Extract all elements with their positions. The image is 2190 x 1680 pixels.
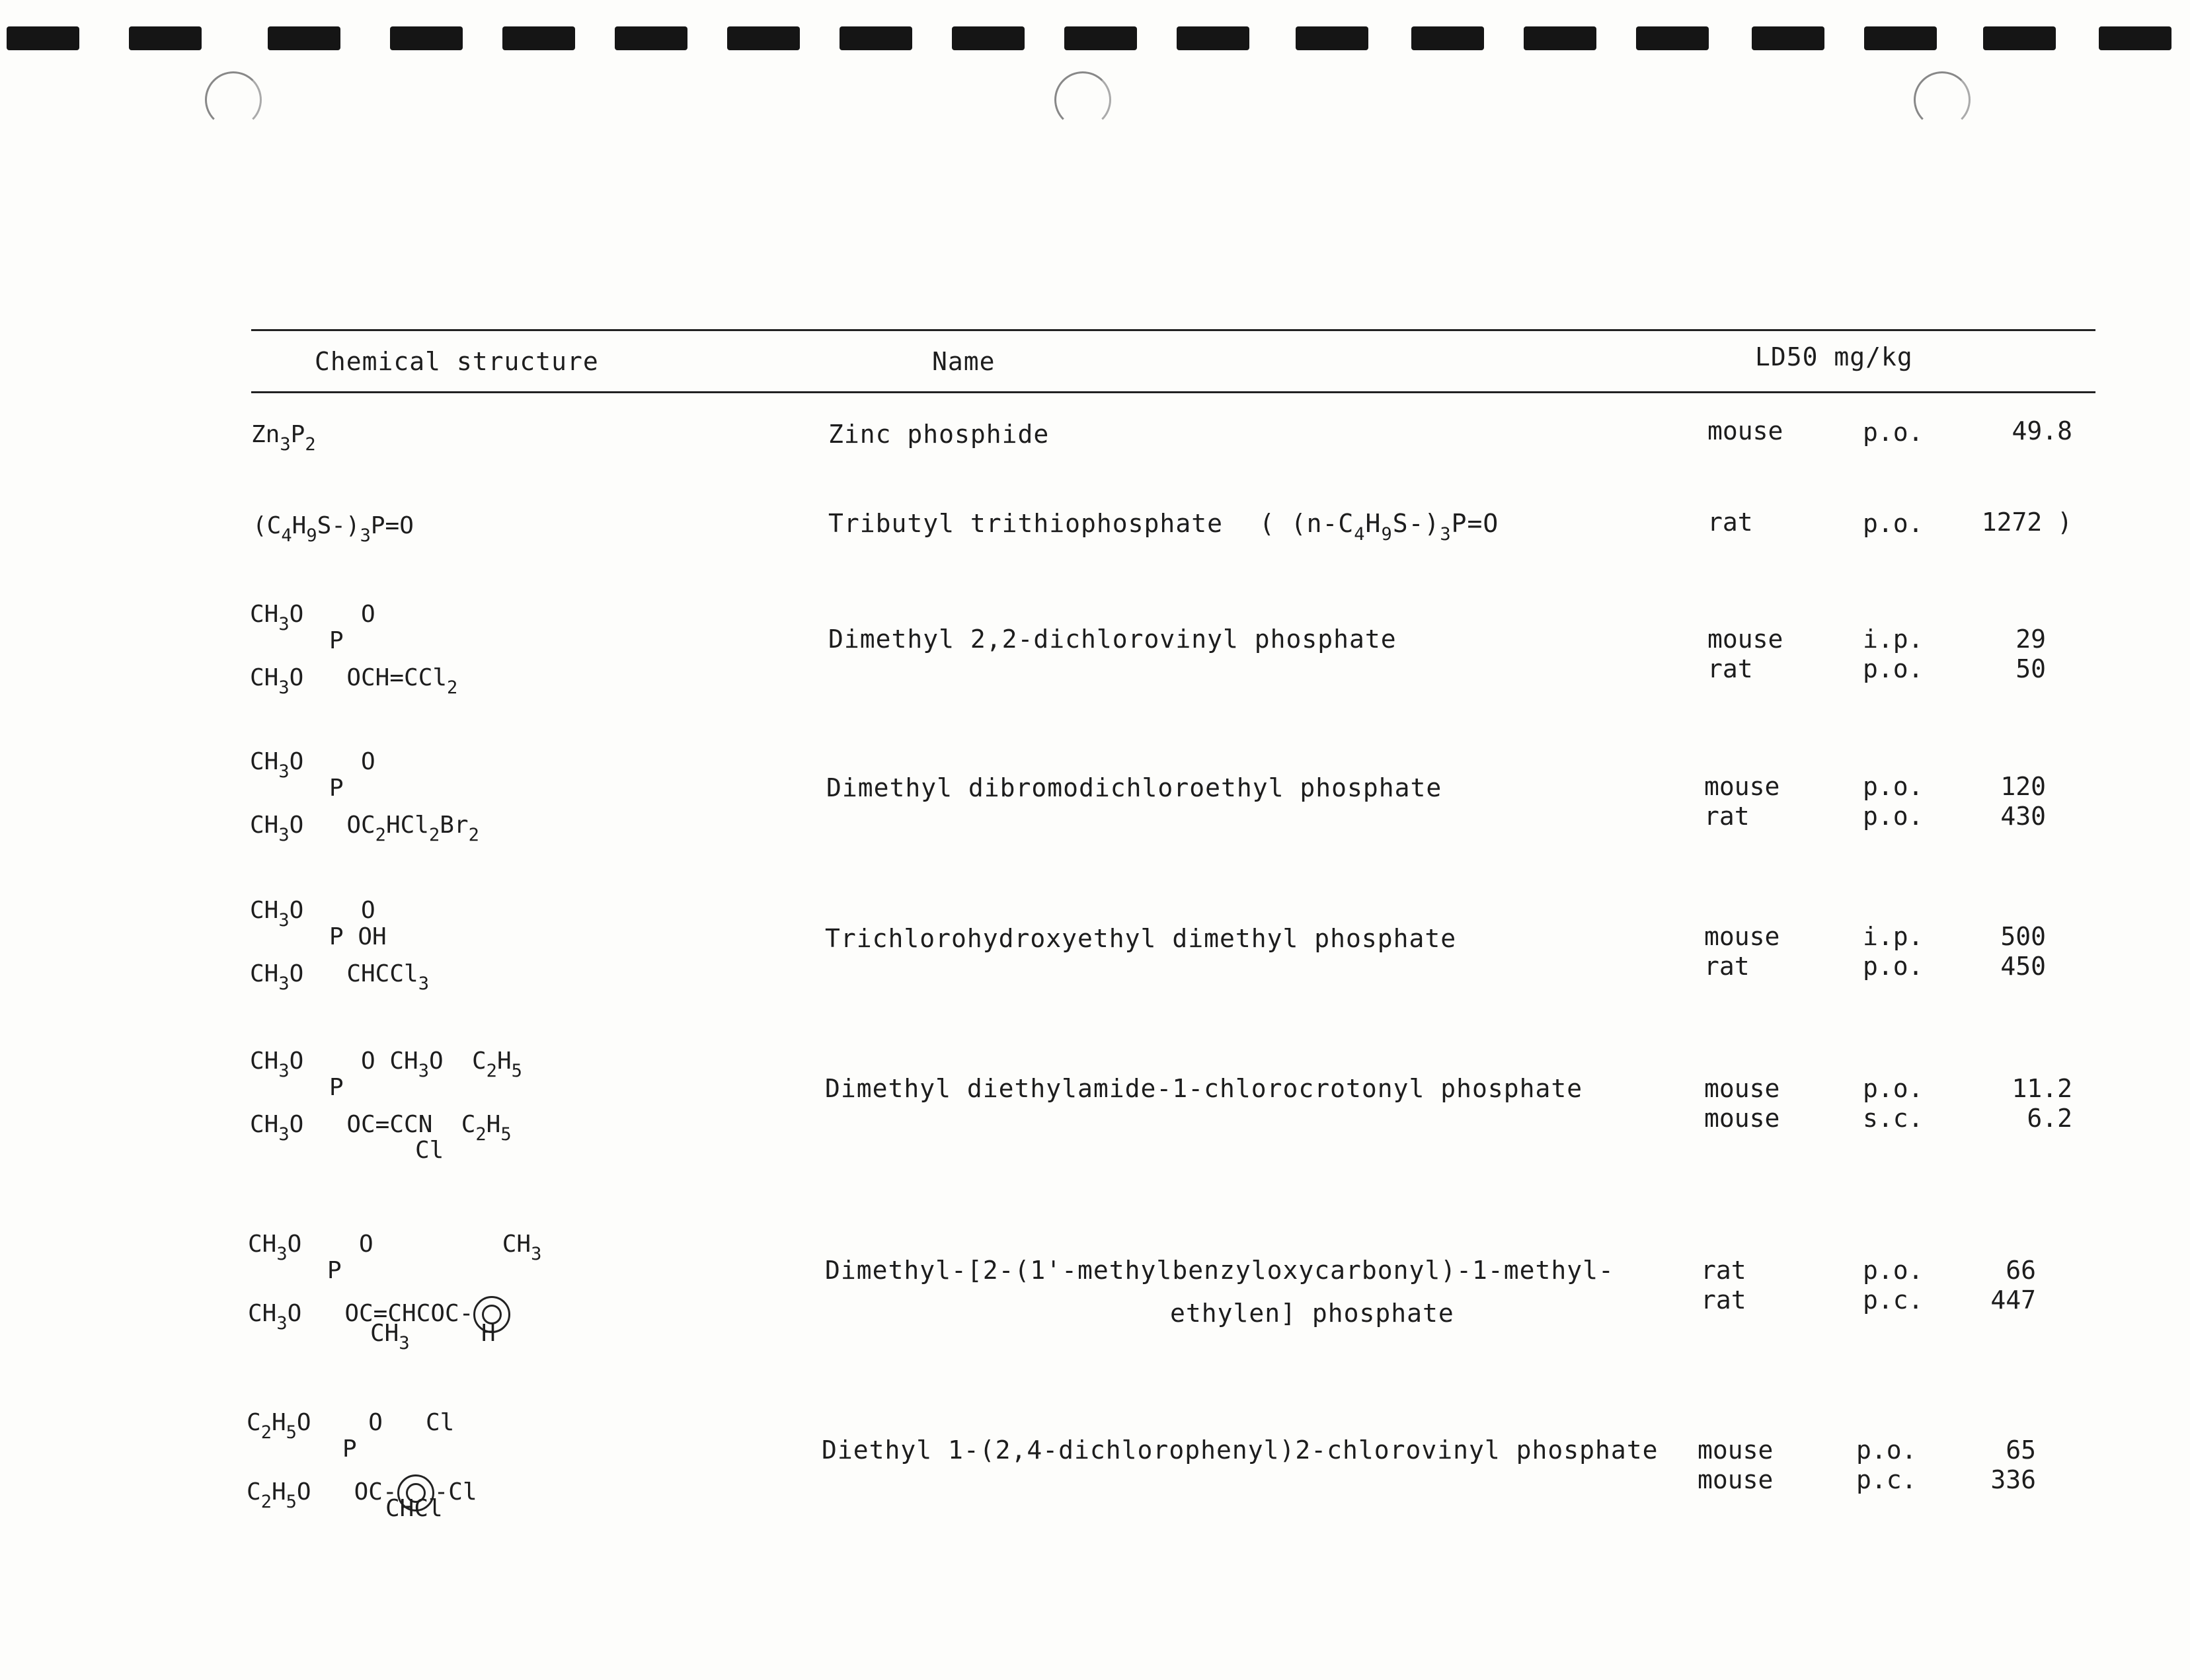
compound-name: Dimethyl-[2-(1'-methylbenzyloxycarbonyl)-1-methyl- [825,1256,1614,1285]
compound-formula-note: ( $(n-C_4H_9S-)_3P=O$ [1259,509,1499,545]
species-cell: mouse [1704,772,1780,801]
species-cell: mouse [1707,625,1783,654]
header-name: Name [932,347,996,376]
route-cell: p.o. [1856,1435,1917,1465]
table-header-rule [251,391,2095,393]
ld50-value: 120 [2000,772,2046,801]
perforation-mark [1524,26,1596,50]
perforation-mark [1064,26,1137,50]
species-cell: mouse [1698,1465,1774,1494]
perforation-mark [1177,26,1249,50]
route-cell: p.o. [1863,654,1924,683]
compound-name: Tributyl trithiophosphate [828,509,1223,538]
species-cell: mouse [1698,1435,1774,1465]
perforation-mark [840,26,912,50]
perforation-mark [952,26,1025,50]
route-cell: i.p. [1863,625,1924,654]
ld50-value: 50 [2015,654,2046,683]
chemical-structure: $(C_4H_9S-)_3P=O$ [253,512,414,546]
perforation-mark [1864,26,1937,50]
perforation-mark [502,26,575,50]
ld50-value: 49.8 [2012,416,2072,445]
ld50-value: 447 [1990,1285,2036,1315]
perforation-mark [390,26,463,50]
chemical-structure: $CH_3O$ O $CH_3$ P $CH_3O$ OC=CHCOC- $CH_3$ H [248,1231,542,1354]
route-cell: p.o. [1863,509,1924,538]
perforation-mark [1296,26,1368,50]
route-cell: p.o. [1863,1074,1924,1103]
route-cell: p.o. [1863,418,1924,447]
species-cell: mouse [1704,922,1780,951]
table-top-rule [251,329,2095,331]
route-cell: p.c. [1863,1285,1924,1315]
compound-name: Diethyl 1-(2,4-dichlorophenyl)2-chlorovinyl phosphate [822,1435,1659,1465]
species-cell: mouse [1704,1074,1780,1103]
compound-name-continued: ethylen] phosphate [1170,1299,1454,1328]
route-cell: p.c. [1856,1465,1917,1494]
species-cell: rat [1701,1285,1746,1315]
perforation-mark [1411,26,1484,50]
perforation-mark [7,26,79,50]
ld50-value: 336 [1990,1465,2036,1494]
ld50-value: 430 [2000,802,2046,831]
species-cell: rat [1707,654,1753,683]
ld50-value: 29 [2015,625,2046,654]
species-cell: rat [1701,1256,1746,1285]
perforation-mark [727,26,800,50]
ld50-value: 450 [2000,952,2046,981]
chemical-structure: $CH_3O$ O $CH_3O$ $C_2H_5$ P $CH_3O$ OC=CCN $C_2H_5$ Cl [250,1048,522,1164]
ld50-value: 6.2 [2027,1104,2072,1133]
perforation-mark [2099,26,2171,50]
ld50-value: 11.2 [2012,1074,2072,1103]
species-cell: mouse [1704,1104,1780,1133]
species-cell: rat [1707,508,1753,537]
perforation-mark [1983,26,2056,50]
chemical-structure: $CH_3O$ O P $CH_3O$ $OC_2HCl_2Br_2$ [250,748,479,845]
header-structure: Chemical structure [315,347,599,376]
compound-name: Dimethyl dibromodichloroethyl phosphate [826,773,1442,802]
chemical-structure: $C_2H_5O$ O Cl P $C_2H_5O$ OC- -Cl CHCl [247,1409,477,1522]
route-cell: i.p. [1863,922,1924,951]
route-cell: p.o. [1863,952,1924,981]
ld50-value: 66 [2006,1256,2036,1285]
perforation-mark [1636,26,1709,50]
punch-hole [205,71,262,128]
ld50-value: 1272 ) [1981,508,2072,537]
ld50-value: 65 [2006,1435,2036,1465]
compound-name: Zinc phosphide [828,420,1050,449]
species-cell: rat [1704,952,1750,981]
compound-name: Trichlorohydroxyethyl dimethyl phosphate [825,924,1457,953]
perforation-mark [1752,26,1824,50]
species-cell: mouse [1707,416,1783,445]
perforation-mark [615,26,687,50]
perforation-mark [129,26,202,50]
chemical-structure: $CH_3O$ O P $CH_3O$ OCH=CCl$_2$ [250,601,458,698]
route-cell: p.o. [1863,1256,1924,1285]
punch-hole [1914,71,1971,128]
chemical-structure: $Zn_3P_2$ [251,421,316,455]
route-cell: p.o. [1863,772,1924,801]
perforation-mark [268,26,340,50]
header-ld50: LD50 mg/kg [1755,342,1913,371]
ld50-value: 500 [2000,922,2046,951]
compound-name: Dimethyl 2,2-dichlorovinyl phosphate [828,625,1397,654]
route-cell: s.c. [1863,1104,1924,1133]
compound-name: Dimethyl diethylamide-1-chlorocrotonyl phosphate [825,1074,1583,1103]
species-cell: rat [1704,802,1750,831]
punch-hole [1054,71,1111,128]
route-cell: p.o. [1863,802,1924,831]
chemical-structure: $CH_3O$ O P OH $CH_3O$ CHCCl$_3$ [250,897,429,994]
